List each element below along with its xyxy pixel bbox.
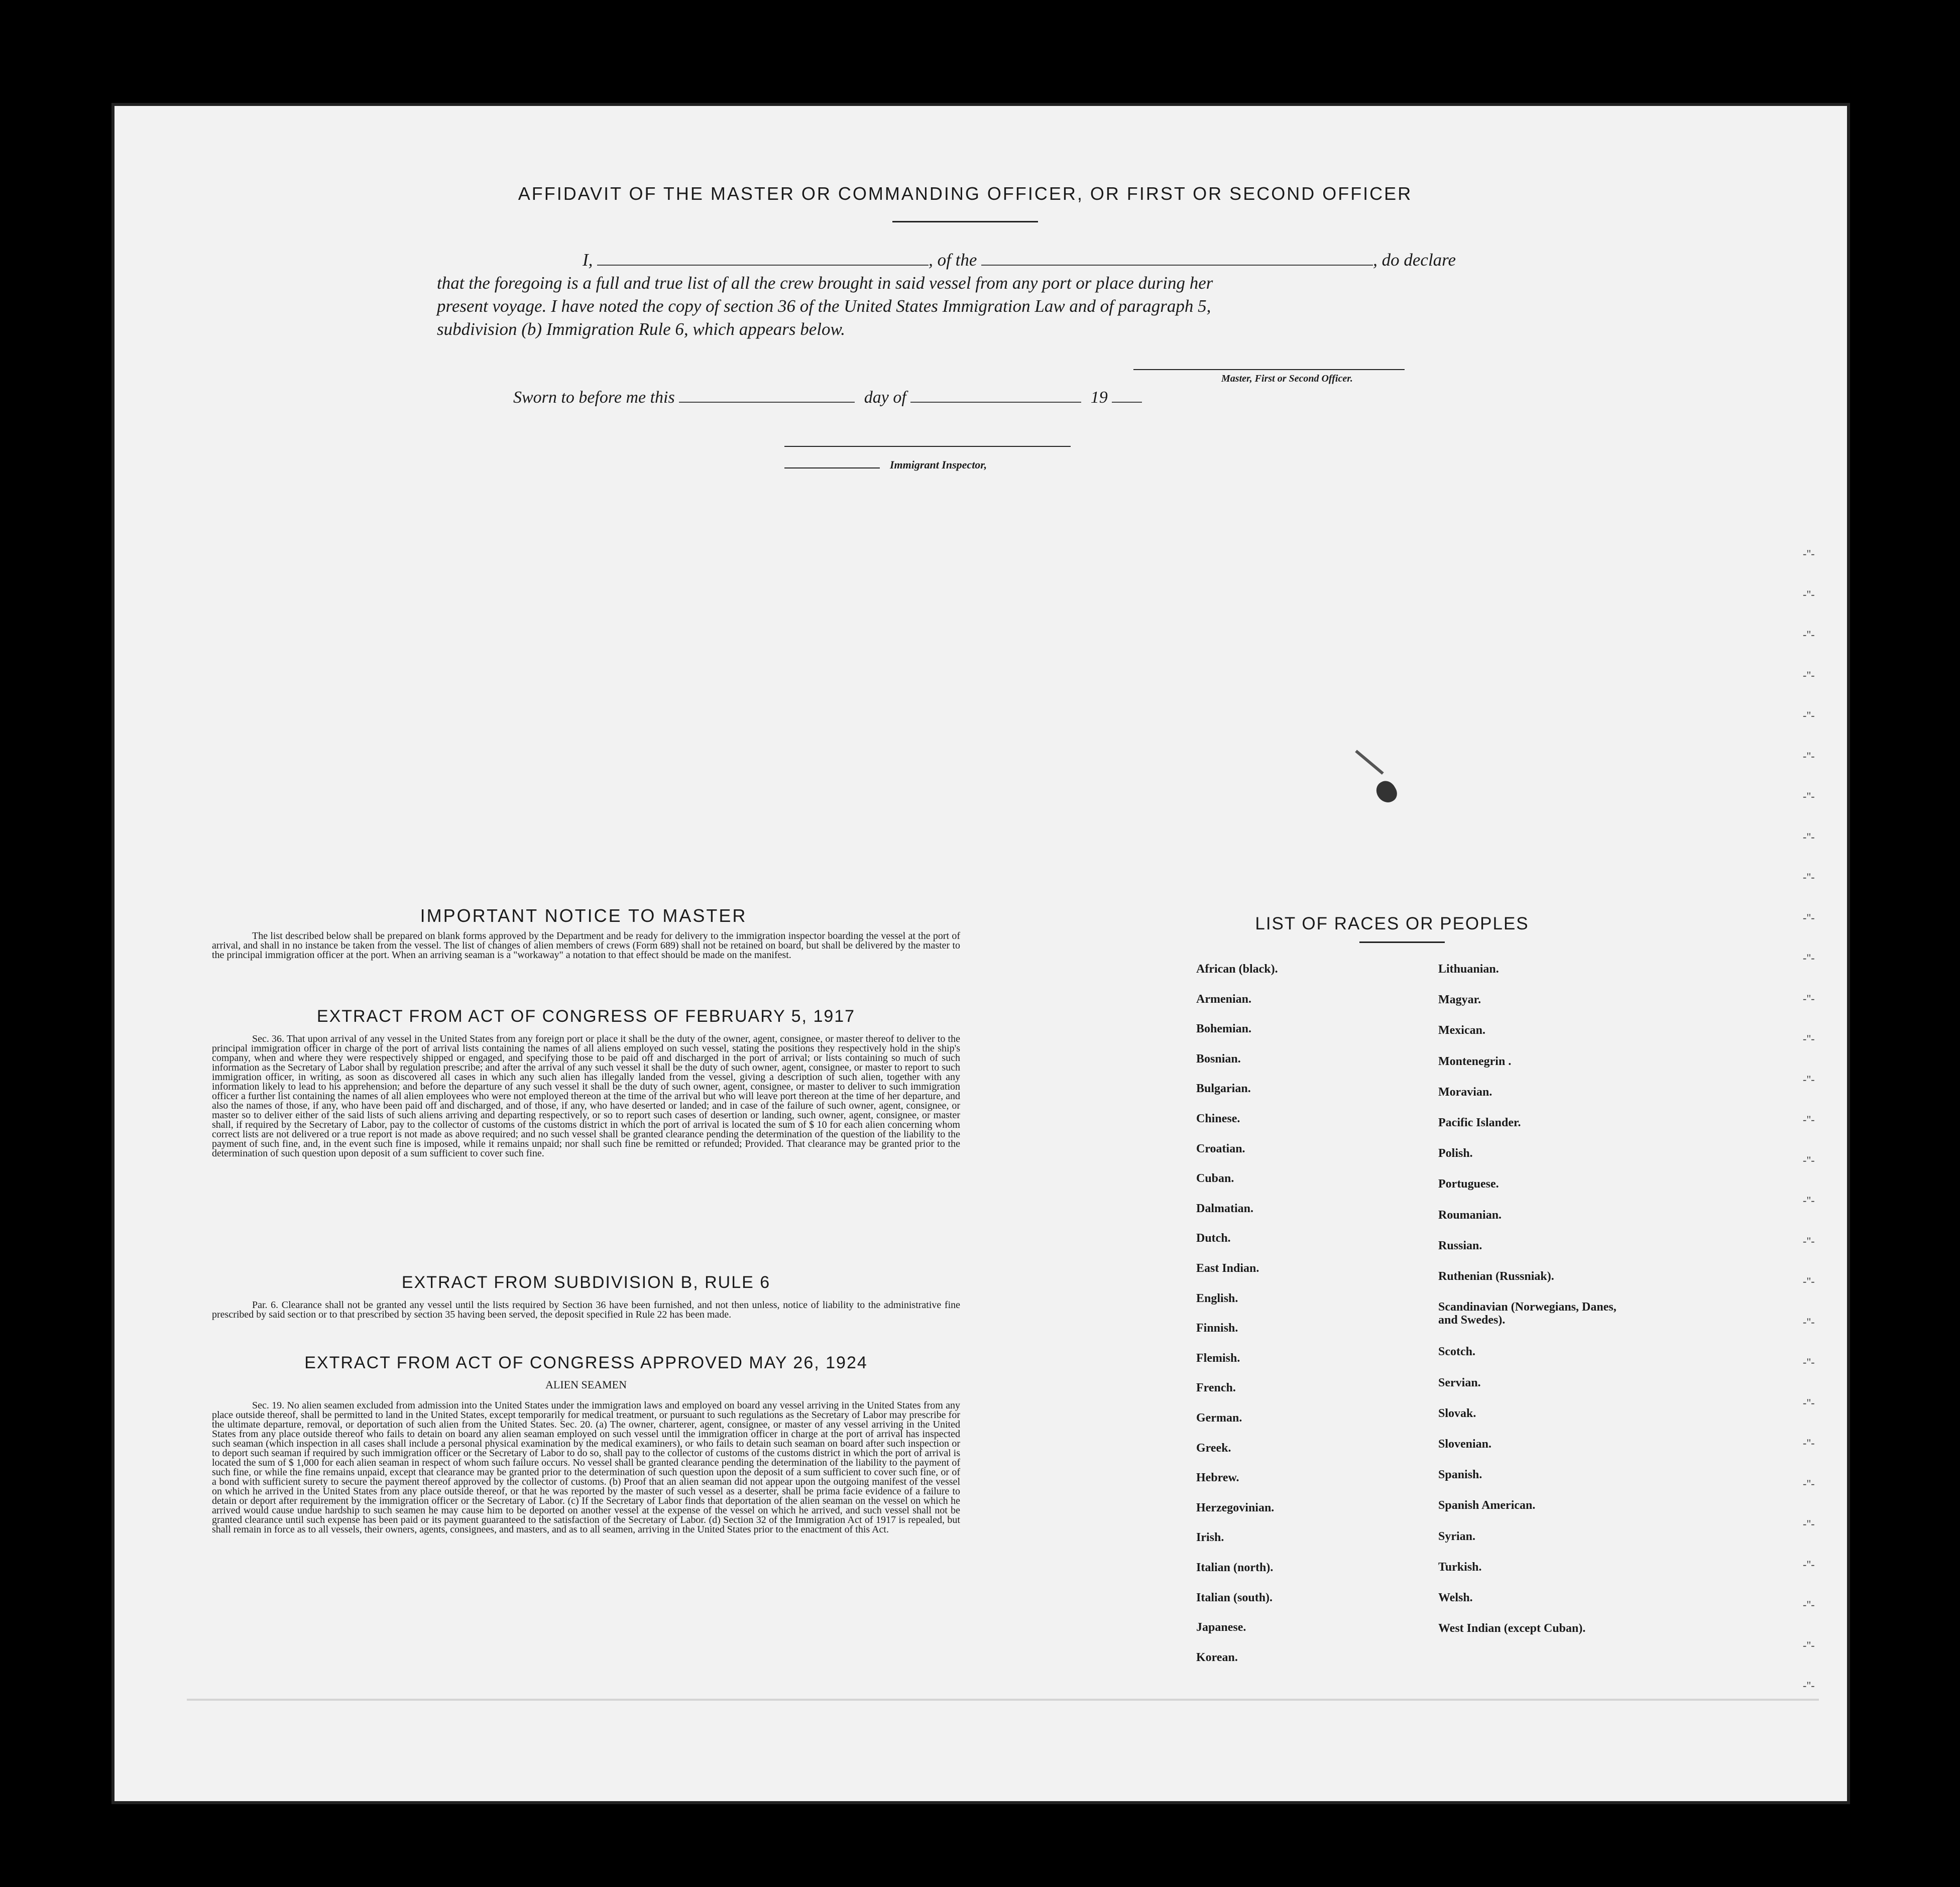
race-item: Pacific Islander. xyxy=(1438,1116,1521,1129)
race-item: Scandinavian (Norwegians, Danes, and Swedes). xyxy=(1438,1301,1617,1327)
ditto-mark: -"- xyxy=(1803,911,1815,924)
ditto-mark: -"- xyxy=(1803,587,1815,601)
ditto-mark: -"- xyxy=(1803,1598,1815,1611)
race-item: Magyar. xyxy=(1438,993,1481,1007)
ditto-mark: -"- xyxy=(1803,1679,1815,1692)
ditto-mark: -"- xyxy=(1803,1194,1815,1207)
race-item: Bohemian. xyxy=(1196,1022,1252,1036)
affidavit-line-0 xyxy=(437,249,1542,272)
ditto-mark: -"- xyxy=(1803,1073,1815,1086)
signature-line xyxy=(1133,369,1405,370)
ditto-mark: -"- xyxy=(1803,790,1815,802)
ditto-mark: -"- xyxy=(1803,992,1815,1005)
race-item: Servian. xyxy=(1438,1376,1481,1389)
ditto-mark: -"- xyxy=(1803,1275,1815,1287)
race-item: Italian (south). xyxy=(1196,1591,1273,1604)
ditto-mark: -"- xyxy=(1803,628,1815,641)
race-item: German. xyxy=(1196,1411,1242,1425)
document-page xyxy=(111,103,1850,1804)
race-item: Polish. xyxy=(1438,1147,1473,1160)
race-item: Russian. xyxy=(1438,1239,1482,1252)
race-item: Slovak. xyxy=(1438,1406,1476,1420)
extract-1924-title: EXTRACT FROM ACT OF CONGRESS APPROVED MAY 26, 1924 xyxy=(304,1353,868,1372)
race-item: Finnish. xyxy=(1196,1322,1238,1335)
ditto-mark: -"- xyxy=(1803,709,1815,722)
title-rule xyxy=(892,221,1038,222)
race-item: Korean. xyxy=(1196,1650,1238,1664)
ditto-mark: -"- xyxy=(1803,871,1815,883)
ditto-mark: -"- xyxy=(1803,668,1815,681)
race-item: Greek. xyxy=(1196,1441,1231,1455)
extract-1924-text: Sec. 19. No alien seamen excluded from admission into the United States under the immigration laws and employed on board any vessel arriving in the United States from any place outside thereof, shall be permitted to land in the United States, except temporarily for medical treatment, or pursuant to such regulations as the Secretary of Labor may prescribe for the ultimate departure, removal, or deportation of such alien from the United States. Sec. 20. (a) The owner, charterer, agent, consignee, or master of any vessel arriving in the United States from any place outside thereof who fails to detain on board any alien seaman employed on such vessel until the immigration officer in charge at the port of arrival has inspected such seaman (which inspection in all cases shall include a personal physical examination by the medical examiners), or who fails to detain such seaman on board after such inspection or to deport such seaman if required by such immigration officer or the Secretary of Labor to do so, shall pay to the collector of customs of the customs district in which the port of arrival is located the sum of $ 1,000 for each alien seaman in respect of whom such failure occurs. No vessel shall be granted clearance pending the determination of the liability to the payment of such fine, or while the fine remains unpaid, except that clearance may be granted prior to the determination of such question upon the deposit of a sum sufficient to cover such fine, or of a bond with sufficient surety to secure the payment thereof approved by the collector of customs. (b) Proof that an alien seaman did not appear upon the outgoing manifest of the vessel on which he arrived in the United States from any place outside thereof, or that he was reported by the master of such vessel as a deserter, shall be prima facie evidence of a failure to detain or deport after requirement by the immigration officer or the Secretary of Labor. (c) If the Secretary of Labor finds that deportation of the alien seaman on the vessel on which he arrived would cause undue hardship to such seamen he may cause him to be deported on another vessel at the expense of the vessel on which he arrived, and such vessel shall not be granted clearance until such expense has been paid or its payment guaranteed to the satisfaction of the Secretary of Labor. (d) Section 32 of the Immigration Act of 1917 is repealed, but shall remain in force as to all vessels, their owners, agents, consignees, and masters, and as to all seamen, arriving in the United States prior to the enactment of this Act. xyxy=(212,1400,960,1535)
race-item: Ruthenian (Russniak). xyxy=(1438,1270,1554,1283)
race-item: Turkish. xyxy=(1438,1560,1482,1574)
race-item: Hebrew. xyxy=(1196,1471,1239,1485)
month-blank[interactable] xyxy=(910,402,1081,403)
ditto-mark: -"- xyxy=(1803,952,1815,964)
race-item: Italian (north). xyxy=(1196,1561,1274,1574)
ditto-mark: -"- xyxy=(1803,1113,1815,1126)
affidavit-line-1: that the foregoing is a full and true list of all the crew brought in said vessel from any port or place during her xyxy=(437,273,1213,293)
affidavit-line-3: subdivision (b) Immigration Rule 6, which appears below. xyxy=(437,319,846,339)
punch-hole xyxy=(1882,1303,1904,1325)
affidavit-i: I, xyxy=(583,250,593,270)
ditto-mark: -"- xyxy=(1803,830,1815,843)
day-of-text: day of xyxy=(864,388,906,407)
race-item: Croatian. xyxy=(1196,1142,1245,1155)
affidavit-text xyxy=(437,249,1542,341)
inspector-line-1 xyxy=(784,446,1071,447)
race-item: Portuguese. xyxy=(1438,1177,1499,1191)
ditto-mark: -"- xyxy=(1803,1234,1815,1247)
race-item: Lithuanian. xyxy=(1438,963,1499,976)
race-item: Scotch. xyxy=(1438,1345,1475,1359)
ditto-mark: -"- xyxy=(1803,1396,1815,1409)
vessel-blank[interactable] xyxy=(981,265,1373,266)
race-item: Cuban. xyxy=(1196,1172,1234,1186)
inspector-line-2 xyxy=(784,467,880,468)
inspector-label: Immigrant Inspector, xyxy=(890,458,987,471)
race-item: Chinese. xyxy=(1196,1112,1240,1125)
ditto-mark: -"- xyxy=(1803,1153,1815,1166)
notice-title: IMPORTANT NOTICE TO MASTER xyxy=(420,905,747,926)
extract-rule6-title: EXTRACT FROM SUBDIVISION B, RULE 6 xyxy=(401,1273,771,1292)
year-text: 19 xyxy=(1090,388,1108,407)
race-item: Moravian. xyxy=(1438,1085,1492,1099)
race-item: English. xyxy=(1196,1291,1238,1305)
race-item: Irish. xyxy=(1196,1531,1224,1545)
affidavit-line-2: present voyage. I have noted the copy of section 36 of the United States Immigration Law and of paragraph 5, xyxy=(437,296,1211,316)
affidavit-do-declare: , do declare xyxy=(1373,250,1456,270)
ditto-mark: -"- xyxy=(1803,1558,1815,1571)
year-blank[interactable] xyxy=(1112,402,1142,403)
race-item: Japanese. xyxy=(1196,1621,1246,1634)
punch-hole xyxy=(1887,393,1909,415)
extract-1917-title: EXTRACT FROM ACT OF CONGRESS OF FEBRUARY 5, 1917 xyxy=(316,1007,856,1026)
ditto-mark: -"- xyxy=(1803,749,1815,762)
ditto-mark: -"- xyxy=(1803,1356,1815,1368)
race-item: Roumanian. xyxy=(1438,1208,1502,1222)
punch-hole xyxy=(1878,735,1900,757)
affidavit-title: AFFIDAVIT OF THE MASTER OR COMMANDING OFFICER, OR FIRST OR SECOND OFFICER xyxy=(518,183,1413,204)
notice-text: The list described below shall be prepared on blank forms approved by the Department and be ready for delivery to the immigration inspector boarding the vessel at the port of arrival, and shall in no instance be taken from the vessel. The list of changes of alien members of crews (Form 689) shall not be retained on board, but shall be delivered by the master to the principal immigration officer at the port. When an arriving seaman is a "workaway" a notation to that effect should be made on the manifest. xyxy=(212,930,960,961)
race-item: French. xyxy=(1196,1381,1236,1395)
race-item: Slovenian. xyxy=(1438,1438,1492,1451)
races-title: LIST OF RACES OR PEOPLES xyxy=(1255,914,1529,933)
punch-hole xyxy=(1887,313,1909,335)
ink-stain-tail xyxy=(1355,750,1383,775)
extract-1924-subtitle: ALIEN SEAMEN xyxy=(545,1378,627,1391)
signature-label: Master, First or Second Officer. xyxy=(1221,373,1353,384)
ditto-mark: -"- xyxy=(1803,1517,1815,1530)
sworn-line xyxy=(513,388,1142,407)
punch-hole xyxy=(1882,1639,1904,1662)
race-item: Syrian. xyxy=(1438,1529,1476,1543)
races-title-rule xyxy=(1359,941,1445,943)
ink-stain xyxy=(1373,777,1401,806)
ditto-mark: -"- xyxy=(1803,1437,1815,1449)
punch-hole xyxy=(1882,1222,1904,1244)
race-item: Montenegrin . xyxy=(1438,1054,1512,1068)
sworn-day-blank[interactable] xyxy=(679,402,855,403)
race-item: Welsh. xyxy=(1438,1591,1473,1604)
punch-hole xyxy=(1863,226,1885,248)
race-item: East Indian. xyxy=(1196,1262,1259,1275)
affidavit-of-the: , of the xyxy=(929,250,977,270)
race-item: Herzegovinian. xyxy=(1196,1501,1275,1514)
punch-hole xyxy=(1882,1558,1904,1580)
race-item: Spanish American. xyxy=(1438,1499,1536,1512)
race-item: Dalmatian. xyxy=(1196,1202,1253,1215)
punch-hole xyxy=(1863,173,1885,195)
extract-rule6-text: Par. 6. Clearance shall not be granted any vessel until the lists required by Section 36 have been furnished, and not then unless, notice of liability to the administrative fine prescribed by said section or to that prescribed by section 35 having been served, the deposit specified in Rule 22 has been made. xyxy=(212,1300,960,1320)
ditto-mark: -"- xyxy=(1803,547,1815,560)
bottom-smudge xyxy=(187,1699,1819,1701)
race-item: Dutch. xyxy=(1196,1232,1231,1245)
race-item: West Indian (except Cuban). xyxy=(1438,1622,1586,1635)
ditto-mark: -"- xyxy=(1803,1315,1815,1328)
race-item: Bulgarian. xyxy=(1196,1082,1251,1096)
race-item: Bosnian. xyxy=(1196,1052,1241,1066)
race-item: Spanish. xyxy=(1438,1468,1482,1482)
race-item: Flemish. xyxy=(1196,1351,1240,1365)
name-blank[interactable] xyxy=(597,265,929,266)
race-item: African (black). xyxy=(1196,963,1278,976)
ditto-mark: -"- xyxy=(1803,1032,1815,1045)
race-item: Mexican. xyxy=(1438,1024,1485,1037)
ditto-mark: -"- xyxy=(1803,1638,1815,1652)
punch-hole xyxy=(1878,654,1900,676)
sworn-text: Sworn to before me this xyxy=(513,388,675,407)
race-item: Armenian. xyxy=(1196,992,1251,1006)
extract-1917-text: Sec. 36. That upon arrival of any vessel in the United States from any foreign port or place it shall be the duty of the owner, agent, consignee, or master thereof to deliver to the principal immigration officer in charge of the port of arrival lists containing the names of all aliens employed on such vessel, stating the positions they respectively hold in the ship's company, when and where they were respectively shipped or engaged, and specifying those to be paid off and discharged in the port of arrival; or lists containing so much of such information as the Secretary of Labor shall by regulation prescribe; and after the arrival of any such vessel it shall be the duty of such owner, agent, consignee, or master to report to such immigration officer, in writing, as soon as discovered all cases in which any such alien has illegally landed from the vessel, giving a description of such alien, together with any information likely to lead to his apprehension; and before the departure of any such vessel it shall be the duty of such owner, agent, consignee, or master to deliver to such immigration officer a further list containing the names of all alien employees who were not employed thereon at the time of the arrival but who will leave port thereon at the time of her departure, and also the names of those, if any, who have been paid off and discharged, and of those, if any, who have deserted or landed; and in case of the failure of such owner, agent, consignee, or master so to deliver either of the said lists of such aliens arriving and departing respectively, or so to report such cases of desertion or landing, such owner, agent, consignee, or master shall, if required by the Secretary of Labor, pay to the collector of customs of the customs district in which the port of arrival is located the sum of $ 10 for each alien concerning whom correct lists are not delivered or a true report is not made as above required; and no such vessel shall be granted clearance pending the determination of the question of the liability to the payment of such fine, and, in the event such fine is imposed, while it remains unpaid; nor shall such fine be remitted or refunded; Provided. That clearance may be granted prior to the determination of such question upon deposit of a sum sufficient to cover such fine. xyxy=(212,1033,960,1159)
ditto-mark: -"- xyxy=(1803,1477,1815,1490)
